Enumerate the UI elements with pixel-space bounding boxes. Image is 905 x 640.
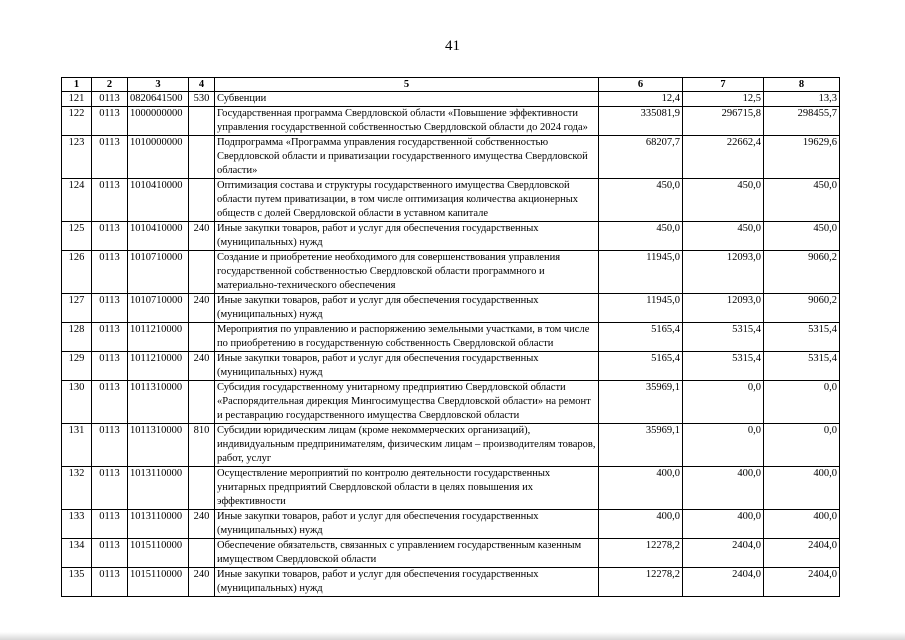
expense-type: 240	[189, 294, 215, 323]
row-number: 134	[62, 539, 92, 568]
expense-type: 810	[189, 424, 215, 467]
target-article: 1011210000	[128, 323, 189, 352]
amount-col-8: 9060,2	[764, 294, 840, 323]
table-row	[62, 136, 840, 179]
header-col-1: 1	[62, 78, 92, 92]
target-article: 1000000000	[128, 107, 189, 136]
section-code: 0113	[92, 92, 128, 107]
table-row	[62, 424, 840, 467]
expense-type	[189, 539, 215, 568]
amount-col-7: 5315,4	[683, 352, 764, 381]
expense-type: 240	[189, 222, 215, 251]
description: Субвенции	[215, 92, 599, 107]
amount-col-6: 35969,1	[599, 424, 683, 467]
header-col-4: 4	[189, 78, 215, 92]
description: Оптимизация состава и структуры государственного имущества Свердловской области путем приватизации, в том числе оптимизация количества акционерных обществ с долей Свердловской области в уставном капитале	[215, 179, 599, 222]
header-col-5: 5	[215, 78, 599, 92]
table-row	[62, 92, 840, 107]
expense-type	[189, 251, 215, 294]
table-row	[62, 294, 840, 323]
target-article: 0820641500	[128, 92, 189, 107]
section-code: 0113	[92, 352, 128, 381]
amount-col-6: 5165,4	[599, 352, 683, 381]
section-code: 0113	[92, 424, 128, 467]
amount-col-8: 2404,0	[764, 539, 840, 568]
description: Осуществление мероприятий по контролю деятельности государственных унитарных предприятий Свердловской области в целях повышения их эффективности	[215, 467, 599, 510]
row-number: 133	[62, 510, 92, 539]
row-number: 126	[62, 251, 92, 294]
expense-type: 240	[189, 568, 215, 597]
amount-col-8: 19629,6	[764, 136, 840, 179]
amount-col-8: 13,3	[764, 92, 840, 107]
amount-col-7: 5315,4	[683, 323, 764, 352]
section-code: 0113	[92, 136, 128, 179]
row-number: 131	[62, 424, 92, 467]
amount-col-6: 400,0	[599, 467, 683, 510]
expense-type	[189, 179, 215, 222]
target-article: 1013110000	[128, 510, 189, 539]
amount-col-6: 450,0	[599, 222, 683, 251]
amount-col-6: 400,0	[599, 510, 683, 539]
scan-edge	[0, 632, 905, 640]
amount-col-6: 35969,1	[599, 381, 683, 424]
amount-col-8: 5315,4	[764, 323, 840, 352]
header-col-6: 6	[599, 78, 683, 92]
target-article: 1011310000	[128, 424, 189, 467]
row-number: 121	[62, 92, 92, 107]
amount-col-6: 5165,4	[599, 323, 683, 352]
row-number: 127	[62, 294, 92, 323]
amount-col-8: 2404,0	[764, 568, 840, 597]
amount-col-7: 450,0	[683, 222, 764, 251]
table-row	[62, 539, 840, 568]
amount-col-6: 335081,9	[599, 107, 683, 136]
amount-col-7: 0,0	[683, 381, 764, 424]
amount-col-7: 296715,8	[683, 107, 764, 136]
row-number: 123	[62, 136, 92, 179]
amount-col-8: 400,0	[764, 510, 840, 539]
description: Мероприятия по управлению и распоряжению земельными участками, в том числе по приобретению в государственную собственность Свердловской области	[215, 323, 599, 352]
section-code: 0113	[92, 222, 128, 251]
description: Иные закупки товаров, работ и услуг для обеспечения государственных (муниципальных) нужд	[215, 222, 599, 251]
table-row	[62, 510, 840, 539]
row-number: 132	[62, 467, 92, 510]
section-code: 0113	[92, 179, 128, 222]
amount-col-7: 12093,0	[683, 251, 764, 294]
target-article: 1010410000	[128, 179, 189, 222]
section-code: 0113	[92, 467, 128, 510]
header-row	[62, 78, 840, 92]
description: Подпрограмма «Программа управления государственной собственностью Свердловской области и приватизации государственного имущества Свердловской области»	[215, 136, 599, 179]
table-row	[62, 323, 840, 352]
row-number: 122	[62, 107, 92, 136]
target-article: 1011210000	[128, 352, 189, 381]
section-code: 0113	[92, 539, 128, 568]
description: Субсидии юридическим лицам (кроме некоммерческих организаций), индивидуальным предпринимателям, физическим лицам – производителям товаров, работ, услуг	[215, 424, 599, 467]
target-article: 1015110000	[128, 539, 189, 568]
table-body	[62, 92, 840, 597]
expense-type	[189, 381, 215, 424]
expense-type	[189, 107, 215, 136]
target-article: 1010710000	[128, 294, 189, 323]
amount-col-8: 450,0	[764, 222, 840, 251]
description: Иные закупки товаров, работ и услуг для обеспечения государственных (муниципальных) нужд	[215, 510, 599, 539]
target-article: 1013110000	[128, 467, 189, 510]
section-code: 0113	[92, 323, 128, 352]
table-row	[62, 222, 840, 251]
amount-col-7: 450,0	[683, 179, 764, 222]
section-code: 0113	[92, 107, 128, 136]
header-col-7: 7	[683, 78, 764, 92]
amount-col-6: 12,4	[599, 92, 683, 107]
amount-col-6: 450,0	[599, 179, 683, 222]
page-number: 41	[445, 38, 460, 54]
target-article: 1010410000	[128, 222, 189, 251]
table-header	[62, 78, 840, 92]
row-number: 128	[62, 323, 92, 352]
table-row	[62, 179, 840, 222]
amount-col-6: 11945,0	[599, 294, 683, 323]
target-article: 1010710000	[128, 251, 189, 294]
section-code: 0113	[92, 510, 128, 539]
amount-col-8: 5315,4	[764, 352, 840, 381]
description: Иные закупки товаров, работ и услуг для обеспечения государственных (муниципальных) нужд	[215, 352, 599, 381]
header-col-2: 2	[92, 78, 128, 92]
header-col-8: 8	[764, 78, 840, 92]
section-code: 0113	[92, 294, 128, 323]
row-number: 129	[62, 352, 92, 381]
expense-type: 240	[189, 352, 215, 381]
amount-col-7: 2404,0	[683, 568, 764, 597]
table-row	[62, 251, 840, 294]
amount-col-6: 68207,7	[599, 136, 683, 179]
expense-type: 530	[189, 92, 215, 107]
section-code: 0113	[92, 381, 128, 424]
amount-col-7: 400,0	[683, 467, 764, 510]
description: Иные закупки товаров, работ и услуг для обеспечения государственных (муниципальных) нужд	[215, 294, 599, 323]
header-col-3: 3	[128, 78, 189, 92]
expense-type	[189, 467, 215, 510]
amount-col-6: 12278,2	[599, 568, 683, 597]
expense-type	[189, 323, 215, 352]
table-row	[62, 568, 840, 597]
table-row	[62, 107, 840, 136]
amount-col-7: 22662,4	[683, 136, 764, 179]
target-article: 1010000000	[128, 136, 189, 179]
amount-col-7: 12,5	[683, 92, 764, 107]
section-code: 0113	[92, 568, 128, 597]
amount-col-8: 9060,2	[764, 251, 840, 294]
row-number: 124	[62, 179, 92, 222]
row-number: 135	[62, 568, 92, 597]
description: Обеспечение обязательств, связанных с управлением государственным казенным имуществом Свердловской области	[215, 539, 599, 568]
amount-col-7: 400,0	[683, 510, 764, 539]
description: Субсидия государственному унитарному предприятию Свердловской области «Распорядительная дирекция Мингосимущества Свердловской области» на ремонт и реставрацию государственного имущества Свердловской области	[215, 381, 599, 424]
amount-col-7: 12093,0	[683, 294, 764, 323]
amount-col-8: 450,0	[764, 179, 840, 222]
row-number: 130	[62, 381, 92, 424]
amount-col-7: 2404,0	[683, 539, 764, 568]
row-number: 125	[62, 222, 92, 251]
amount-col-6: 11945,0	[599, 251, 683, 294]
table-row	[62, 381, 840, 424]
table-row	[62, 467, 840, 510]
section-code: 0113	[92, 251, 128, 294]
amount-col-8: 298455,7	[764, 107, 840, 136]
expense-type	[189, 136, 215, 179]
amount-col-8: 0,0	[764, 381, 840, 424]
description: Государственная программа Свердловской области «Повышение эффективности управления государственной собственностью Свердловской области до 2024 года»	[215, 107, 599, 136]
table-row	[62, 352, 840, 381]
amount-col-8: 0,0	[764, 424, 840, 467]
amount-col-8: 400,0	[764, 467, 840, 510]
budget-table	[61, 77, 840, 597]
target-article: 1011310000	[128, 381, 189, 424]
expense-type: 240	[189, 510, 215, 539]
description: Создание и приобретение необходимого для совершенствования управления государственной собственностью Свердловской области программного и материально-технического обеспечения	[215, 251, 599, 294]
target-article: 1015110000	[128, 568, 189, 597]
amount-col-6: 12278,2	[599, 539, 683, 568]
amount-col-7: 0,0	[683, 424, 764, 467]
description: Иные закупки товаров, работ и услуг для обеспечения государственных (муниципальных) нужд	[215, 568, 599, 597]
